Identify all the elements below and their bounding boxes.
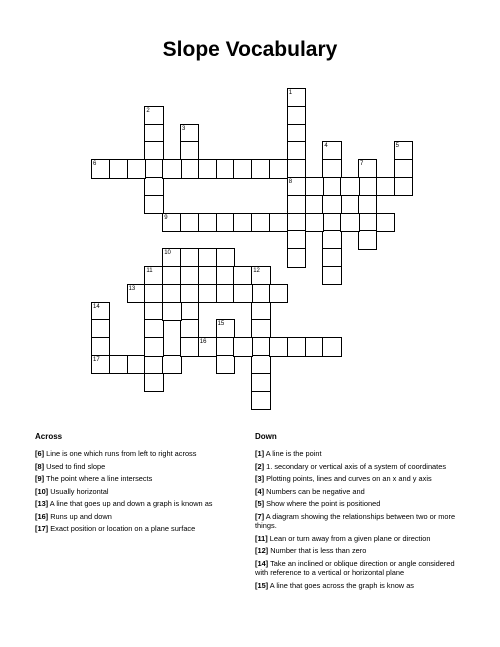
grid-cell[interactable]	[394, 159, 413, 178]
grid-cell[interactable]	[180, 302, 199, 321]
grid-cell[interactable]	[91, 319, 110, 338]
clue-number: [10]	[35, 486, 49, 496]
across-clue	[35, 487, 240, 497]
grid-cell[interactable]	[340, 213, 359, 232]
clue-number: [16]	[35, 511, 49, 521]
grid-cell[interactable]	[251, 319, 270, 338]
clue-number: [12]	[255, 546, 269, 555]
clue-number-label: 15	[217, 321, 225, 328]
grid-cell[interactable]	[305, 213, 324, 232]
clue-text: Line is one which runs from left to right across	[44, 449, 197, 458]
grid-cell[interactable]	[144, 355, 163, 374]
down-clue	[255, 546, 465, 556]
clue-text: A line is the point	[264, 449, 322, 458]
grid-cell[interactable]	[144, 124, 163, 143]
grid-cell[interactable]	[109, 355, 128, 374]
clue-text: Usually horizontal	[48, 486, 109, 496]
grid-cell[interactable]	[198, 159, 217, 178]
grid-cell[interactable]	[251, 355, 270, 374]
grid-cell[interactable]	[127, 355, 146, 374]
down-clue	[255, 462, 465, 472]
grid-cell[interactable]	[251, 213, 270, 232]
clue-number-label: 11	[146, 268, 153, 274]
clue-text: Lean or turn away from a given plane or direction	[267, 533, 431, 543]
grid-cell[interactable]	[251, 373, 270, 392]
down-clue-list	[255, 449, 465, 593]
grid-cell[interactable]	[162, 355, 181, 374]
clue-text: A line that goes up and down a graph is known as	[48, 499, 213, 508]
clue-text: 1. secondary or vertical axis of a system of coordinates	[264, 461, 447, 471]
clue-number-label: 12	[253, 268, 260, 274]
clue-number: [7]	[255, 511, 265, 521]
grid-cell[interactable]	[216, 266, 235, 285]
clue-number: [5]	[255, 499, 265, 508]
grid-cell[interactable]	[180, 159, 199, 178]
grid-cell[interactable]	[127, 159, 146, 178]
grid-cell[interactable]	[305, 177, 324, 196]
grid-cell[interactable]	[233, 159, 252, 178]
clue-number: [13]	[35, 499, 49, 508]
grid-cell[interactable]	[216, 159, 235, 178]
clue-number-label: 7	[360, 161, 364, 168]
clue-text: Runs up and down	[48, 511, 112, 521]
grid-cell[interactable]	[251, 159, 270, 178]
clue-number-label: 17	[93, 357, 100, 363]
down-clue	[255, 581, 465, 591]
clue-number-label: 6	[93, 161, 97, 168]
clue-text: Plotting points, lines and curves on an x and y axis	[264, 474, 432, 483]
grid-cell[interactable]	[198, 266, 217, 285]
grid-cell[interactable]	[216, 248, 235, 267]
grid-cell[interactable]	[144, 141, 163, 160]
grid-cell[interactable]	[180, 213, 199, 232]
grid-cell[interactable]	[287, 141, 306, 160]
grid-cell[interactable]	[322, 248, 341, 267]
grid-cell[interactable]	[269, 213, 288, 232]
clue-number: [14]	[255, 558, 269, 568]
grid-cell[interactable]	[144, 195, 163, 214]
grid-cell[interactable]	[162, 284, 181, 303]
grid-cell[interactable]	[216, 337, 235, 356]
grid-cell[interactable]	[322, 337, 341, 356]
grid-cell[interactable]	[322, 230, 341, 249]
grid-cell[interactable]	[376, 213, 395, 232]
grid-cell[interactable]	[251, 391, 270, 410]
grid-cell[interactable]	[180, 248, 199, 267]
clue-number-label: 2	[146, 107, 150, 114]
grid-cell[interactable]	[322, 195, 341, 214]
grid-cell[interactable]	[340, 177, 359, 196]
grid-cell[interactable]	[322, 266, 341, 285]
grid-cell[interactable]	[216, 213, 235, 232]
clue-text: Take an inclined or oblique direction or angle considered with reference to a vertical or horizontal plane	[255, 558, 455, 577]
grid-cell[interactable]	[162, 302, 181, 321]
clue-number: [17]	[35, 524, 49, 533]
grid-cell[interactable]	[91, 337, 110, 356]
grid-cell[interactable]	[287, 159, 306, 178]
grid-cell[interactable]	[180, 284, 199, 303]
clue-number: [2]	[255, 461, 265, 471]
clue-text: A diagram showing the relationships between two or more things.	[255, 511, 456, 530]
grid-cell[interactable]	[269, 337, 288, 356]
clue-number-label: 5	[395, 143, 399, 150]
clue-number: [11]	[255, 533, 268, 543]
grid-cell[interactable]	[287, 230, 306, 249]
grid-cell[interactable]	[305, 337, 324, 356]
clue-number: [15]	[255, 580, 269, 590]
clue-text: Number that is less than zero	[268, 546, 367, 555]
down-clue	[255, 559, 465, 578]
clue-number-label: 4	[324, 143, 328, 150]
grid-cell[interactable]	[233, 266, 252, 285]
grid-cell[interactable]	[358, 213, 377, 232]
grid-cell[interactable]	[287, 124, 306, 143]
clue-text: Numbers can be negative and	[264, 486, 365, 496]
clue-number: [8]	[35, 461, 45, 471]
grid-cell[interactable]	[216, 355, 235, 374]
grid-cell[interactable]	[287, 337, 306, 356]
clue-number: [3]	[255, 474, 265, 483]
grid-cell[interactable]	[144, 159, 163, 178]
clue-number-label: 13	[128, 285, 136, 292]
grid-cell[interactable]	[287, 106, 306, 125]
grid-cell[interactable]	[144, 373, 163, 392]
grid-cell[interactable]	[269, 159, 288, 178]
grid-cell[interactable]	[144, 302, 163, 321]
across-clue	[35, 499, 240, 509]
down-clue	[255, 487, 465, 497]
clue-number-label: 8	[288, 179, 293, 185]
grid-cell[interactable]	[198, 248, 217, 267]
grid-cell[interactable]	[216, 284, 235, 303]
clue-number-label: 3	[182, 125, 186, 132]
grid-cell[interactable]	[394, 177, 413, 196]
grid-cell[interactable]	[251, 337, 270, 356]
grid-cell[interactable]	[198, 213, 217, 232]
grid-cell[interactable]	[322, 213, 341, 232]
clue-text: Show where the point is positioned	[264, 499, 381, 508]
down-clue	[255, 499, 465, 509]
clue-number-label: 10	[164, 250, 171, 257]
down-clue	[255, 449, 465, 459]
grid-cell[interactable]	[322, 177, 341, 196]
grid-cell[interactable]	[109, 159, 128, 178]
clue-number-label: 16	[199, 339, 207, 346]
clue-text: A line that goes across the graph is know as	[268, 580, 415, 590]
grid-cell[interactable]	[322, 159, 341, 178]
clue-number-label: 9	[164, 214, 168, 221]
grid-cell[interactable]	[162, 266, 181, 285]
grid-cell[interactable]	[358, 195, 377, 214]
grid-cell[interactable]	[162, 159, 181, 178]
grid-cell[interactable]	[198, 284, 217, 303]
clue-text: Exact position or location on a plane surface	[48, 524, 196, 533]
clue-number: [4]	[255, 486, 265, 496]
down-clue	[255, 534, 465, 544]
grid-cell[interactable]	[376, 177, 395, 196]
across-heading: Across	[35, 432, 63, 441]
grid-cell[interactable]	[287, 248, 306, 267]
grid-cell[interactable]	[233, 284, 252, 303]
grid-cell[interactable]	[180, 266, 199, 285]
grid-cell[interactable]	[358, 177, 377, 196]
across-clue	[35, 462, 240, 472]
across-clue-list	[35, 449, 240, 537]
grid-cell[interactable]	[233, 337, 252, 356]
clue-number-label: 14	[93, 303, 100, 310]
grid-cell[interactable]	[180, 141, 199, 160]
across-clue	[35, 524, 240, 534]
across-clue	[35, 512, 240, 522]
grid-cell[interactable]	[180, 319, 199, 338]
grid-cell[interactable]	[358, 230, 377, 249]
grid-cell[interactable]	[287, 195, 306, 214]
clue-number: [1]	[255, 449, 265, 458]
clue-number: [9]	[35, 474, 45, 483]
grid-cell[interactable]	[144, 284, 163, 303]
grid-cell[interactable]	[287, 213, 306, 232]
grid-cell[interactable]	[180, 337, 199, 356]
grid-cell[interactable]	[251, 284, 270, 303]
page-title: Slope Vocabulary	[162, 38, 338, 61]
down-clue	[255, 512, 465, 531]
grid-cell[interactable]	[144, 337, 163, 356]
clue-number-label: 1	[288, 90, 293, 96]
grid-cell[interactable]	[144, 319, 163, 338]
grid-cell[interactable]	[251, 302, 270, 321]
across-clue	[35, 449, 240, 459]
clue-text: Used to find slope	[44, 461, 106, 471]
down-heading: Down	[255, 432, 277, 441]
grid-cell[interactable]	[269, 284, 288, 303]
across-clue	[35, 474, 240, 484]
grid-cell[interactable]	[233, 213, 252, 232]
grid-cell[interactable]	[144, 177, 163, 196]
down-clue	[255, 474, 465, 484]
clue-number: [6]	[35, 449, 45, 458]
clue-text: The point where a line intersects	[44, 474, 153, 483]
